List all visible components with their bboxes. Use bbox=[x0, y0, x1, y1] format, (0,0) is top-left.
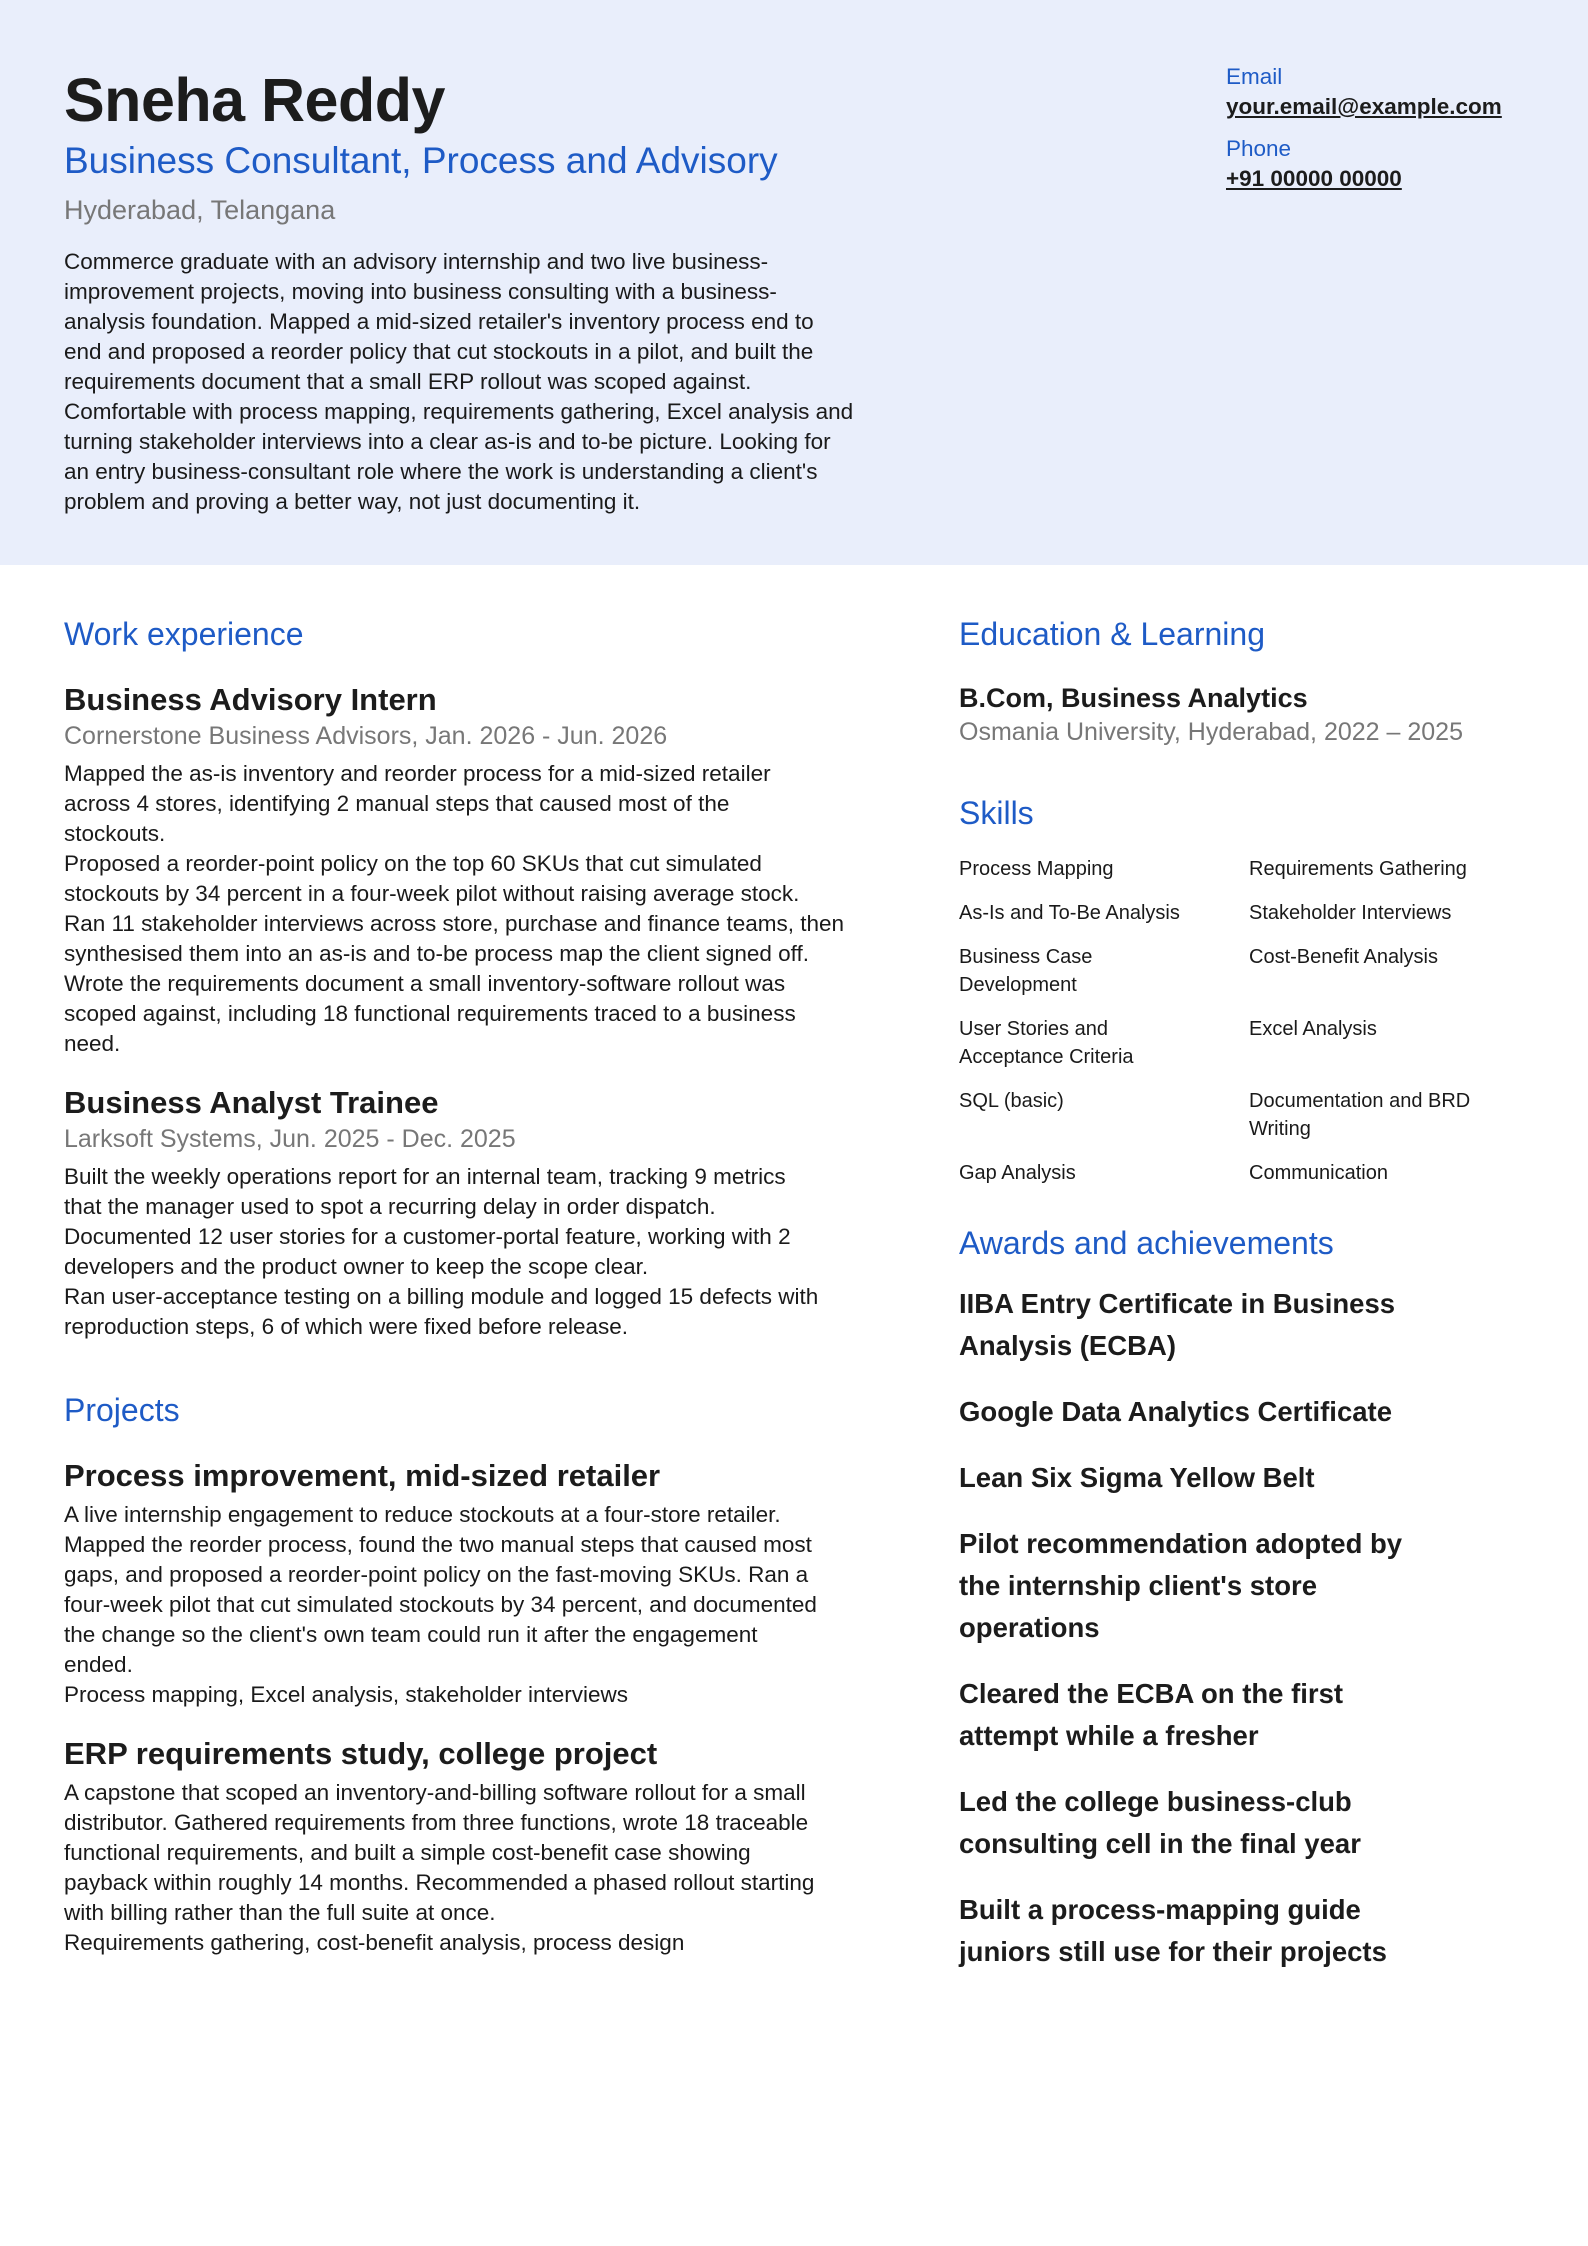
award-item bbox=[959, 1457, 1559, 1499]
project-description-line: Mapped the reorder process, found the two manual steps that caused most bbox=[64, 1532, 812, 1557]
skill-label-line: Communication bbox=[1249, 1162, 1388, 1184]
degree-meta: Osmania University, Hyderabad, 2022 – 2025 bbox=[959, 718, 1463, 746]
project-description bbox=[64, 1778, 924, 1958]
project-description-line: the change so the client's own team could run it after the engagement bbox=[64, 1622, 758, 1647]
skill-label-line: Writing bbox=[1249, 1118, 1311, 1140]
phone-link[interactable]: +91 00000 00000 bbox=[1226, 166, 1402, 191]
skill-item bbox=[959, 1159, 1249, 1187]
skill-item bbox=[1249, 899, 1539, 927]
skills-heading: Skills bbox=[959, 795, 1034, 831]
project-entry bbox=[64, 1734, 924, 1958]
awards-list bbox=[959, 1283, 1559, 1973]
job-meta: Cornerstone Business Advisors, Jan. 2026 - Jun. 2026 bbox=[64, 722, 668, 750]
summary-line: analysis foundation. Mapped a mid-sized retailer's inventory process end to bbox=[64, 309, 814, 334]
candidate-headline: Business Consultant, Process and Advisory bbox=[64, 140, 778, 181]
project-description-line: distributor. Gathered requirements from three functions, wrote 18 traceable bbox=[64, 1810, 809, 1835]
skill-label-line: Stakeholder Interviews bbox=[1249, 902, 1452, 924]
project-description-line: ended. bbox=[64, 1652, 133, 1677]
award-item bbox=[959, 1889, 1559, 1973]
project-description-line: functional requirements, and built a simple cost-benefit case showing bbox=[64, 1840, 751, 1865]
job-description-line: across 4 stores, identifying 2 manual steps that caused most of the bbox=[64, 791, 730, 816]
project-description-line: Process mapping, Excel analysis, stakeholder interviews bbox=[64, 1682, 629, 1707]
job-description-line: Built the weekly operations report for an internal team, tracking 9 metrics bbox=[64, 1164, 786, 1189]
work-experience-heading: Work experience bbox=[64, 616, 304, 652]
summary-line: improvement projects, moving into business consulting with a business- bbox=[64, 279, 777, 304]
project-description-line: A capstone that scoped an inventory-and-billing software rollout for a small bbox=[64, 1780, 806, 1805]
skill-item bbox=[959, 899, 1249, 927]
skills-grid bbox=[959, 855, 1559, 1187]
skill-label-line: SQL (basic) bbox=[959, 1090, 1064, 1112]
email-link[interactable]: your.email@example.com bbox=[1226, 94, 1502, 119]
skill-item bbox=[1249, 855, 1539, 883]
job-description-line: Proposed a reorder-point policy on the top 60 SKUs that cut simulated bbox=[64, 851, 762, 876]
project-description-line: payback within roughly 14 months. Recommended a phased rollout starting bbox=[64, 1870, 815, 1895]
job-entry bbox=[64, 680, 924, 1059]
job-description-line: Documented 12 user stories for a customer-portal feature, working with 2 bbox=[64, 1224, 791, 1249]
job-description-line: need. bbox=[64, 1031, 121, 1056]
project-description bbox=[64, 1500, 924, 1710]
project-description-line: gaps, and proposed a reorder-point policy on the fast-moving SKUs. Ran a bbox=[64, 1562, 809, 1587]
projects-heading: Projects bbox=[64, 1392, 180, 1428]
project-description-line: Requirements gathering, cost-benefit analysis, process design bbox=[64, 1930, 685, 1955]
skill-item bbox=[1249, 1087, 1539, 1143]
email-label: Email bbox=[1226, 64, 1283, 89]
job-description-line: synthesised them into an as-is and to-be process map the client signed off. bbox=[64, 941, 810, 966]
summary-line: turning stakeholder interviews into a clear as-is and to-be picture. Looking for bbox=[64, 429, 831, 454]
job-description bbox=[64, 759, 924, 1059]
skill-item bbox=[959, 855, 1249, 883]
award-item bbox=[959, 1391, 1559, 1433]
skill-label-line: User Stories and bbox=[959, 1018, 1108, 1040]
phone-label: Phone bbox=[1226, 136, 1292, 161]
job-description-line: reproduction steps, 6 of which were fixed before release. bbox=[64, 1314, 629, 1339]
skill-label-line: Business Case bbox=[959, 946, 1093, 968]
job-description-line: Mapped the as-is inventory and reorder process for a mid-sized retailer bbox=[64, 761, 771, 786]
job-description-line: scoped against, including 18 functional requirements traced to a business bbox=[64, 1001, 796, 1026]
job-title: Business Analyst Trainee bbox=[64, 1085, 439, 1120]
award-line: Pilot recommendation adopted by bbox=[959, 1528, 1403, 1559]
job-description-line: that the manager used to spot a recurring delay in order dispatch. bbox=[64, 1194, 716, 1219]
skill-item bbox=[959, 943, 1249, 999]
skill-item bbox=[959, 1087, 1249, 1143]
job-description-line: Ran user-acceptance testing on a billing module and logged 15 defects with bbox=[64, 1284, 819, 1309]
job-description-line: developers and the product owner to keep the scope clear. bbox=[64, 1254, 649, 1279]
summary-line: end and proposed a reorder policy that cut stockouts in a pilot, and built the bbox=[64, 339, 814, 364]
professional-summary bbox=[64, 247, 964, 517]
summary-line: Commerce graduate with an advisory internship and two live business- bbox=[64, 249, 769, 274]
skill-label-line: Acceptance Criteria bbox=[959, 1046, 1134, 1068]
job-meta: Larksoft Systems, Jun. 2025 - Dec. 2025 bbox=[64, 1125, 516, 1153]
left-column bbox=[64, 612, 924, 1958]
resume-header bbox=[0, 0, 1588, 565]
award-line: Led the college business-club bbox=[959, 1786, 1352, 1817]
award-line: the internship client's store bbox=[959, 1570, 1317, 1601]
job-description bbox=[64, 1162, 924, 1342]
right-column bbox=[959, 612, 1559, 1973]
education-heading: Education & Learning bbox=[959, 616, 1265, 652]
candidate-name: Sneha Reddy bbox=[64, 66, 445, 134]
award-line: juniors still use for their projects bbox=[959, 1936, 1387, 1967]
project-description-line: four-week pilot that cut simulated stockouts by 34 percent, and documented bbox=[64, 1592, 817, 1617]
project-entry bbox=[64, 1456, 924, 1710]
job-entry bbox=[64, 1083, 924, 1342]
job-description-line: Wrote the requirements document a small inventory-software rollout was bbox=[64, 971, 786, 996]
projects-list bbox=[64, 1456, 924, 1958]
summary-line: an entry business-consultant role where the work is understanding a client's bbox=[64, 459, 818, 484]
award-item bbox=[959, 1283, 1559, 1367]
award-item bbox=[959, 1523, 1559, 1649]
skill-label-line: Documentation and BRD bbox=[1249, 1090, 1471, 1112]
work-experience-list bbox=[64, 680, 924, 1342]
award-item bbox=[959, 1673, 1559, 1757]
skill-item bbox=[959, 1015, 1249, 1071]
skill-label-line: Gap Analysis bbox=[959, 1162, 1076, 1184]
award-line: operations bbox=[959, 1612, 1100, 1643]
job-description-line: Ran 11 stakeholder interviews across store, purchase and finance teams, then bbox=[64, 911, 845, 936]
skill-label-line: Requirements Gathering bbox=[1249, 858, 1467, 880]
skill-label-line: As-Is and To-Be Analysis bbox=[959, 902, 1180, 924]
job-title: Business Advisory Intern bbox=[64, 682, 437, 717]
skill-item bbox=[1249, 1159, 1539, 1187]
award-item bbox=[959, 1781, 1559, 1865]
award-line: Lean Six Sigma Yellow Belt bbox=[959, 1462, 1315, 1493]
award-line: IIBA Entry Certificate in Business bbox=[959, 1288, 1396, 1319]
summary-line: Comfortable with process mapping, requirements gathering, Excel analysis and bbox=[64, 399, 854, 424]
skill-label-line: Process Mapping bbox=[959, 858, 1114, 880]
project-title: ERP requirements study, college project bbox=[64, 1736, 658, 1771]
summary-line: requirements document that a small ERP rollout was scoped against. bbox=[64, 369, 752, 394]
job-description-line: stockouts by 34 percent in a four-week pilot without raising average stock. bbox=[64, 881, 800, 906]
project-description-line: A live internship engagement to reduce stockouts at a four-store retailer. bbox=[64, 1502, 781, 1527]
skill-label-line: Excel Analysis bbox=[1249, 1018, 1377, 1040]
skill-item bbox=[1249, 1015, 1539, 1071]
award-line: consulting cell in the final year bbox=[959, 1828, 1361, 1859]
awards-heading: Awards and achievements bbox=[959, 1225, 1334, 1261]
skill-item bbox=[1249, 943, 1539, 999]
award-line: Analysis (ECBA) bbox=[959, 1330, 1176, 1361]
candidate-location: Hyderabad, Telangana bbox=[64, 195, 336, 225]
contact-block bbox=[1226, 62, 1556, 206]
skill-label-line: Cost-Benefit Analysis bbox=[1249, 946, 1438, 968]
skill-label-line: Development bbox=[959, 974, 1077, 996]
project-title: Process improvement, mid-sized retailer bbox=[64, 1458, 661, 1493]
award-line: Built a process-mapping guide bbox=[959, 1894, 1361, 1925]
project-description-line: with billing rather than the full suite at once. bbox=[64, 1900, 496, 1925]
job-description-line: stockouts. bbox=[64, 821, 166, 846]
award-line: attempt while a fresher bbox=[959, 1720, 1259, 1751]
degree-title: B.Com, Business Analytics bbox=[959, 683, 1308, 713]
award-line: Cleared the ECBA on the first bbox=[959, 1678, 1344, 1709]
summary-line: problem and proving a better way, not just documenting it. bbox=[64, 489, 641, 514]
award-line: Google Data Analytics Certificate bbox=[959, 1396, 1392, 1427]
